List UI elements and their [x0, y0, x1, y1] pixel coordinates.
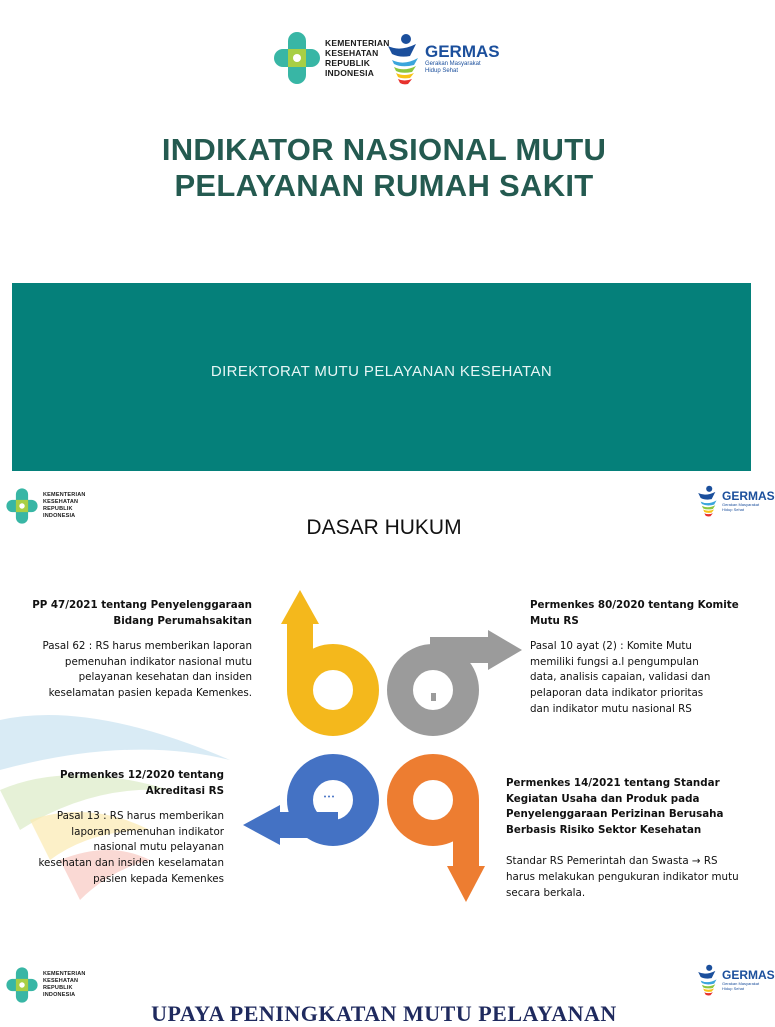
anchor-icon: [323, 677, 343, 700]
block-body-line: Pasal 62 : RS harus memberikan laporan: [42, 640, 252, 653]
kemenkes-logo-line: REPUBLIK: [43, 506, 73, 512]
germas-logo-title: GERMAS: [722, 967, 775, 982]
legal-basis-block-permenkes12: [30, 768, 224, 887]
kemenkes-logo-line: KEMENTERIAN: [43, 971, 86, 977]
germas-logo-subtitle: Gerakan Masyarakat: [722, 980, 760, 986]
block-body-line: pelayanan kesehatan dan insiden: [78, 671, 252, 684]
block-body-line: pelaporan data indikator prioritas: [530, 686, 704, 699]
block-heading-line: Kegiatan Usaha dan Produk pada: [506, 792, 700, 805]
kemenkes-emblem-icon: [6, 966, 38, 1004]
coffee-cup-icon: [421, 786, 447, 811]
kemenkes-logo-line: REPUBLIK: [325, 58, 371, 68]
banner-text: DIREKTORAT MUTU PELAYANAN KESEHATAN: [210, 363, 553, 380]
germas-logo: [386, 32, 500, 86]
kemenkes-logo-line: KESEHATAN: [325, 48, 379, 58]
germas-figure-icon: [697, 484, 719, 518]
slide-title-line: INDIKATOR NASIONAL MUTU: [161, 132, 607, 167]
block-body-line: dan indikator mutu nasional RS: [530, 702, 692, 715]
germas-logo-title: GERMAS: [722, 488, 775, 503]
block-body-line: Standar RS Pemerintah dan Swasta → RS: [506, 855, 718, 868]
germas-logo-subtitle: Gerakan Masyarakat: [722, 501, 760, 507]
slide-title: [0, 132, 768, 204]
block-heading-line: PP 47/2021 tentang Penyelenggaraan: [32, 599, 252, 611]
slide-title-line: PELAYANAN RUMAH SAKIT: [174, 168, 594, 203]
yellow-up-arrow: [281, 590, 366, 723]
kemenkes-logo-small: [6, 966, 86, 1004]
germas-logo-subtitle: Hidup Sehat: [722, 506, 745, 512]
legal-basis-block-permenkes80: [530, 598, 760, 717]
germas-logo-title: GERMAS: [425, 42, 500, 62]
kemenkes-logo-line: INDONESIA: [325, 68, 375, 78]
kemenkes-logo-line: KESEHATAN: [43, 978, 79, 984]
directorate-banner: [12, 283, 751, 471]
block-heading-line: Mutu RS: [530, 614, 579, 627]
section-title: UPAYA PENINGKATAN MUTU PELAYANAN: [151, 1001, 617, 1026]
block-body-line: pemenuhan indikator nasional mutu: [64, 655, 252, 668]
block-heading-line: Berbasis Risiko Sektor Kesehatan: [506, 823, 702, 836]
block-body-line: memiliki fungsi a.l pengumpulan: [530, 655, 699, 668]
block-heading-line: Permenkes 12/2020 tentang: [59, 769, 224, 781]
block-body-line: keselamatan pasien kepada Kemenkes.: [48, 686, 252, 699]
kemenkes-logo-line: KESEHATAN: [43, 499, 79, 505]
block-heading-line: Bidang Perumahsakitan: [113, 614, 252, 627]
block-body-line: Pasal 13 : RS harus memberikan: [56, 810, 224, 823]
germas-figure-icon: [697, 963, 719, 997]
block-body-line: laporan pemenuhan indikator: [71, 825, 224, 838]
germas-figure-icon: [386, 32, 422, 86]
kemenkes-logo-line: INDONESIA: [43, 513, 76, 519]
gray-right-arrow: [400, 630, 522, 723]
legal-basis-infographic: [238, 580, 528, 910]
kemenkes-logo: [274, 30, 390, 86]
block-body-line: secara berkala.: [506, 886, 586, 899]
germas-logo-subtitle: Hidup Sehat: [425, 68, 459, 74]
block-body-line: harus melakukan pengukuran indikator mutu: [506, 870, 739, 883]
kemenkes-logo-line: INDONESIA: [43, 992, 76, 998]
block-body-line: pasien kepada Kemenkes: [93, 872, 224, 885]
kemenkes-logo-line: KEMENTERIAN: [43, 492, 86, 498]
block-heading-line: Penyelenggaraan Perizinan Berusaha: [506, 808, 724, 821]
block-body-line: data, analisis capaian, validasi dan: [530, 671, 711, 684]
germas-logo-subtitle: Gerakan Masyarakat: [425, 61, 481, 68]
legal-basis-block-permenkes14: [506, 776, 756, 901]
house-icon: [422, 678, 444, 701]
section-title: DASAR HUKUM: [306, 516, 462, 539]
germas-logo-small: [697, 484, 775, 518]
block-heading-line: Permenkes 14/2021 tentang Standar: [506, 777, 720, 789]
legal-basis-block-pp47: [30, 598, 252, 702]
block-body-line: kesehatan dan insiden keselamatan: [38, 856, 224, 869]
blue-left-arrow: [243, 767, 366, 845]
kemenkes-logo-line: KEMENTERIAN: [325, 38, 390, 48]
germas-logo-small: [697, 963, 775, 997]
block-heading-line: Akreditasi RS: [145, 784, 224, 797]
kemenkes-logo-line: REPUBLIK: [43, 985, 73, 991]
block-body-line: nasional mutu pelayanan: [93, 841, 224, 854]
kemenkes-emblem-icon: [274, 30, 320, 86]
chat-bubbles-icon: [321, 791, 344, 810]
block-body-line: Pasal 10 ayat (2) : Komite Mutu: [530, 640, 692, 653]
germas-logo-subtitle: Hidup Sehat: [722, 985, 745, 991]
block-heading-line: Permenkes 80/2020 tentang Komite: [530, 599, 739, 611]
orange-down-arrow: [400, 767, 485, 902]
